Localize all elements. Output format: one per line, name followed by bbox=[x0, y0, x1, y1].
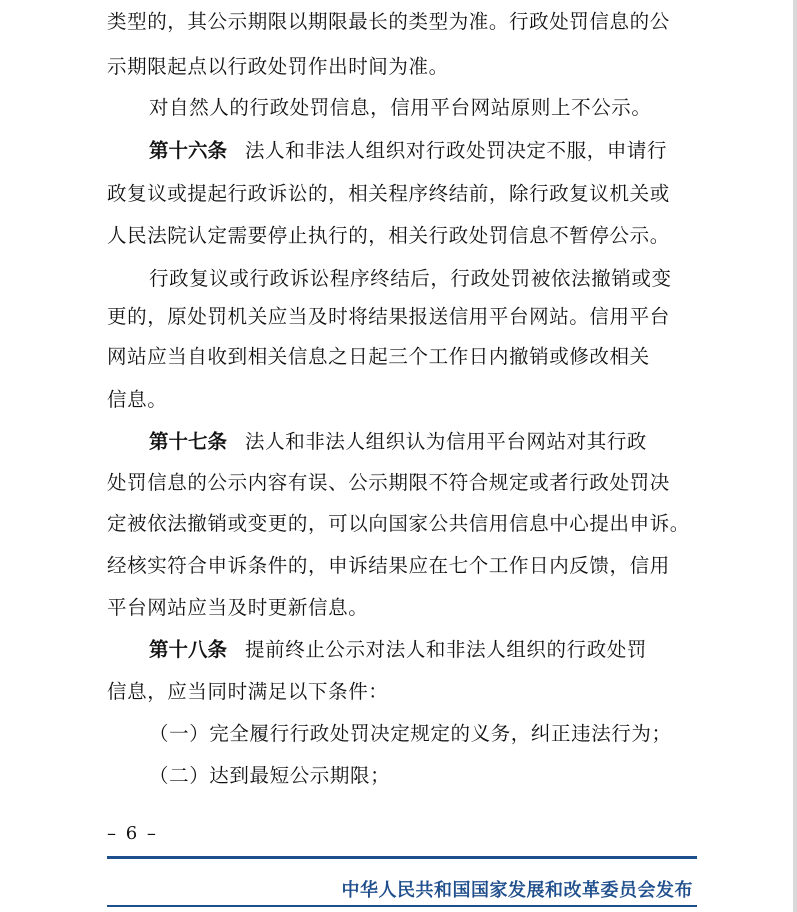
text-line: 更的，原处罚机关应当及时将结果报送信用平台网站。信用平台 bbox=[107, 305, 670, 328]
text-line: 行政复议或行政诉讼程序终结后，行政处罚被依法撤销或变 bbox=[149, 267, 672, 290]
footer-divider-thick bbox=[107, 856, 697, 859]
publisher-footer: 中华人民共和国国家发展和改革委员会发布 bbox=[341, 880, 693, 901]
text-line: 类型的，其公示期限以期限最长的类型为准。行政处罚信息的公 bbox=[107, 10, 670, 33]
text-line: 人民法院认定需要停止执行的，相关行政处罚信息不暂停公示。 bbox=[107, 224, 670, 247]
page-number: – 6 – bbox=[107, 823, 158, 844]
article-18-heading-line: 第十八条 提前终止公示对法人和非法人组织的行政处罚 bbox=[149, 638, 648, 661]
text-line: 网站应当自收到相关信息之日起三个工作日内撤销或修改相关 bbox=[107, 345, 650, 368]
list-item: （一）完全履行行政处罚决定规定的义务，纠正违法行为； bbox=[149, 722, 672, 745]
text-line: 经核实符合申诉条件的，申诉结果应在七个工作日内反馈，信用 bbox=[107, 554, 670, 577]
text-line: 对自然人的行政处罚信息，信用平台网站原则上不公示。 bbox=[149, 96, 652, 119]
article-label: 第十六条 bbox=[149, 139, 228, 162]
text-line: 处罚信息的公示内容有误、公示期限不符合规定或者行政处罚决 bbox=[107, 471, 670, 494]
text-line: 平台网站应当及时更新信息。 bbox=[107, 596, 369, 619]
text-line: 信息。 bbox=[107, 388, 168, 411]
article-17-heading-line: 第十七条 法人和非法人组织认为信用平台网站对其行政 bbox=[149, 430, 648, 453]
text-line: 定被依法撤销或变更的，可以向国家公共信用信息中心提出申诉。 bbox=[107, 512, 690, 535]
text-line: 示期限起点以行政处罚作出时间为准。 bbox=[107, 55, 449, 78]
footer-divider-thin bbox=[107, 905, 697, 907]
article-label: 第十七条 bbox=[149, 430, 228, 453]
article-label: 第十八条 bbox=[149, 638, 228, 661]
article-16-heading-line: 第十六条 法人和非法人组织对行政处罚决定不服，申请行 bbox=[149, 139, 668, 162]
text-line: 政复议或提起行政诉讼的，相关程序终结前，除行政复议机关或 bbox=[107, 182, 670, 205]
list-item: （二）达到最短公示期限； bbox=[149, 764, 391, 787]
text-line: 信息，应当同时满足以下条件： bbox=[107, 680, 389, 703]
